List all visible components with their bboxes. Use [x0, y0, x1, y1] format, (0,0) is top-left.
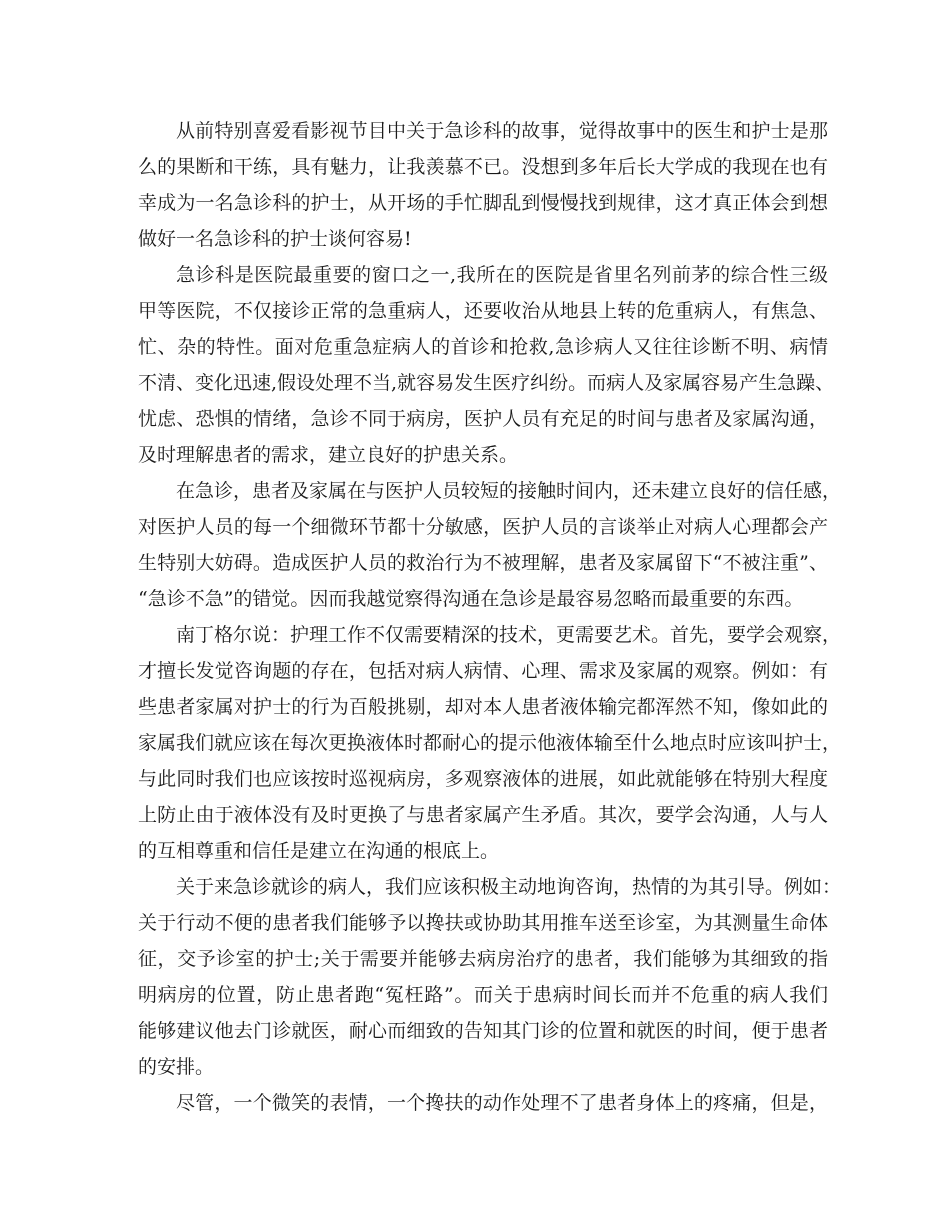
text-line: 对医护人员的每一个细微环节都十分敏感，医护人员的言谈举止对病人心理都会产 [138, 516, 828, 538]
text-line: 从前特别喜爱看影视节目中关于急诊科的故事，觉得故事中的医生和护士是那 [176, 120, 828, 142]
text-line: 上防止由于液体没有及时更换了与患者家属产生矛盾。其次，要学会沟通，人与人 [138, 804, 828, 826]
text-line: 忧虑、恐惧的情绪，急诊不同于病房，医护人员有充足的时间与患者及家属沟通， [138, 408, 828, 430]
paragraph-4 [138, 617, 842, 869]
text-line: 尽管，一个微笑的表情，一个搀扶的动作处理不了患者身体上的疼痛，但是， [176, 1092, 828, 1114]
text-line: 的互相尊重和信任是建立在沟通的根底上。 [138, 840, 500, 862]
document-body [138, 113, 842, 1121]
text-line: “急诊不急”的错觉。因而我越觉察得沟通在急诊是最容易忽略而最重要的东西。 [138, 588, 804, 610]
text-line: 才擅长发觉咨询题的存在，包括对病人病情、心理、需求及家属的观察。例如：有 [138, 660, 828, 682]
text-line: 急诊科是医院最重要的窗口之一,我所在的医院是省里名列前茅的综合性三级 [176, 264, 828, 286]
paragraph-1 [138, 113, 828, 257]
text-line: 些患者家属对护士的行为百般挑剔，却对本人患者液体输完都浑然不知，像如此的 [138, 696, 828, 718]
text-line: 征，交予诊室的护士;关于需要并能够去病房治疗的患者，我们能够为其细致的指 [138, 948, 828, 970]
text-line: 及时理解患者的需求，建立良好的护患关系。 [138, 444, 519, 466]
paragraph-6 [138, 1085, 828, 1121]
text-line: 的安排。 [138, 1056, 215, 1078]
paragraph-2 [138, 257, 835, 473]
text-line: 能够建议他去门诊就医，耐心而细致的告知其门诊的位置和就医的时间，便于患者 [138, 1020, 828, 1042]
text-line: 不清、变化迅速,假设处理不当,就容易发生医疗纠纷。而病人及家属容易产生急躁、 [138, 372, 835, 394]
text-line: 做好一名急诊科的护士谈何容易! [138, 228, 412, 250]
text-line: 在急诊，患者及家属在与医护人员较短的接触时间内，还未建立良好的信任感， [176, 480, 842, 502]
text-line: 与此同时我们也应该按时巡视病房，多观察液体的进展，如此就能够在特别大程度 [138, 768, 828, 790]
text-line: 么的果断和干练，具有魅力，让我羡慕不已。没想到多年后长大学成的我现在也有 [138, 156, 828, 178]
text-line: 忙、杂的特性。面对危重急症病人的首诊和抢救,急诊病人又往往诊断不明、病情 [138, 336, 828, 358]
text-line: 生特别大妨碍。造成医护人员的救治行为不被理解，患者及家属留下“不被注重”、 [138, 552, 828, 574]
paragraph-3 [138, 473, 842, 617]
paragraph-5 [138, 869, 842, 1085]
text-line: 幸成为一名急诊科的护士，从开场的手忙脚乱到慢慢找到规律，这才真正体会到想 [138, 192, 828, 214]
text-line: 甲等医院，不仅接诊正常的急重病人，还要收治从地县上转的危重病人，有焦急、 [138, 300, 828, 322]
text-line: 家属我们就应该在每次更换液体时都耐心的提示他液体输至什么地点时应该叫护士， [138, 732, 842, 754]
text-line: 关于行动不便的患者我们能够予以搀扶或协助其用推车送至诊室，为其测量生命体 [138, 912, 828, 934]
text-line: 南丁格尔说：护理工作不仅需要精深的技术，更需要艺术。首先，要学会观察， [176, 624, 842, 646]
text-line: 明病房的位置，防止患者跑“冤枉路”。而关于患病时间长而并不危重的病人我们 [138, 984, 828, 1006]
text-line: 关于来急诊就诊的病人，我们应该积极主动地询咨询，热情的为其引导。例如： [176, 876, 842, 898]
